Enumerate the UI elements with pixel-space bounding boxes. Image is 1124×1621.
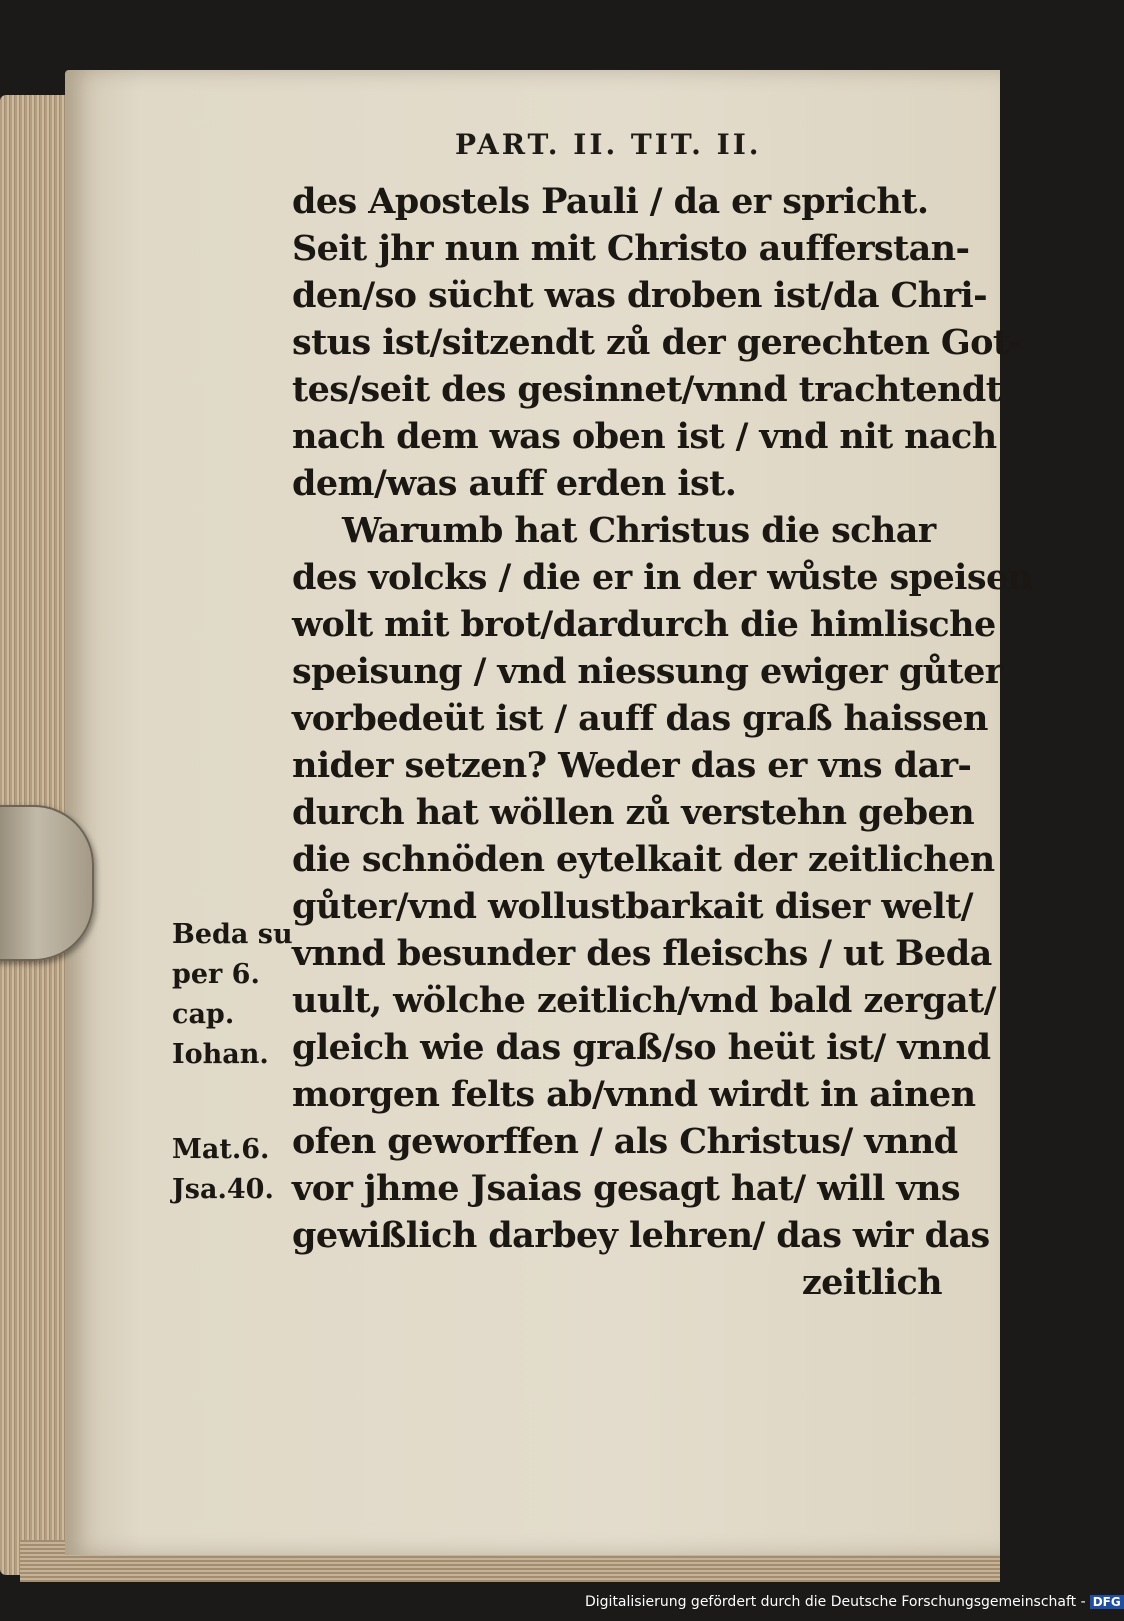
text-line: gewißlich darbey lehren/ das wir das bbox=[292, 1215, 990, 1256]
digitization-credit bbox=[585, 1594, 1121, 1616]
page-clip bbox=[0, 805, 94, 961]
text-line: vor jhme Jsaias gesagt hat/ will vns bbox=[292, 1168, 961, 1209]
text-line: uult, wölche zeitlich/vnd bald zergat/ bbox=[292, 980, 996, 1021]
catchword: zeitlich bbox=[801, 1262, 942, 1303]
text-line: speisung / vnd niessung ewiger gůter bbox=[292, 651, 1003, 692]
text-line: Seit jhr nun mit Christo aufferstan- bbox=[292, 228, 970, 269]
credit-text: Digitalisierung gefördert durch die Deutsche Forschungsgemeinschaft - bbox=[585, 1594, 1086, 1610]
text-line: die schnöden eytelkait der zeitlichen bbox=[292, 839, 995, 880]
text-line: wolt mit brot/dardurch die himlische bbox=[292, 604, 996, 645]
margin-note-line: Iohan. bbox=[172, 1039, 269, 1070]
text-line: ofen geworffen / als Christus/ vnnd bbox=[292, 1121, 958, 1162]
margin-note-line: Jsa.40. bbox=[172, 1174, 274, 1205]
margin-note-line: per 6. bbox=[172, 959, 260, 990]
text-line: tes/seit des gesinnet/vnnd trachtendt bbox=[292, 369, 1002, 410]
text-line: des Apostels Pauli / da er spricht. bbox=[292, 181, 929, 222]
text-line: stus ist/sitzendt zů der gerechten Got- bbox=[292, 322, 1023, 363]
margin-note-scripture bbox=[172, 1130, 274, 1210]
margin-note-beda bbox=[172, 915, 293, 1075]
text-line: den/so sücht was droben ist/da Chri- bbox=[292, 275, 988, 316]
margin-note-line: Mat.6. bbox=[172, 1134, 270, 1165]
text-line: nider setzen? Weder das er vns dar- bbox=[292, 745, 972, 786]
text-line: nach dem was oben ist / vnd nit nach bbox=[292, 416, 997, 457]
margin-note-line: cap. bbox=[172, 999, 235, 1030]
text-line: des volcks / die er in der wůste speisen bbox=[292, 557, 1033, 598]
text-line: vnnd besunder des fleischs / ut Beda bbox=[292, 933, 992, 974]
text-line-paragraph-start: Warumb hat Christus die schar bbox=[342, 510, 936, 551]
dfg-logo: DFG bbox=[1090, 1595, 1124, 1609]
running-header: PART. II. TIT. II. bbox=[455, 128, 762, 161]
text-line: gůter/vnd wollustbarkait diser welt/ bbox=[292, 886, 973, 927]
body-text bbox=[292, 178, 1033, 1306]
text-line: dem/was auff erden ist. bbox=[292, 463, 737, 504]
text-line: durch hat wöllen zů verstehn geben bbox=[292, 792, 975, 833]
text-line: vorbedeüt ist / auff das graß haissen bbox=[292, 698, 988, 739]
text-line: morgen felts ab/vnnd wirdt in ainen bbox=[292, 1074, 976, 1115]
text-line: gleich wie das graß/so heüt ist/ vnnd bbox=[292, 1027, 991, 1068]
margin-note-line: Beda su bbox=[172, 919, 293, 950]
